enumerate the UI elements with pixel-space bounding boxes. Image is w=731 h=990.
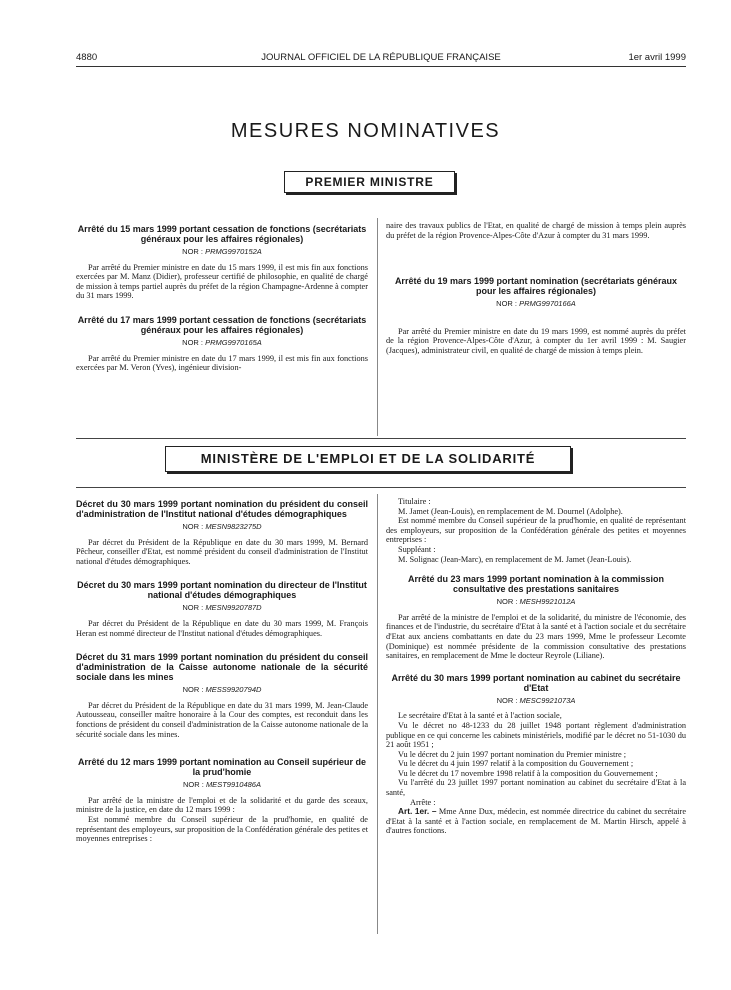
titulaire-label: Titulaire :	[398, 497, 431, 506]
visa-line: Vu le décret du 4 juin 1997 relatif à la composition du Gouvernement ;	[398, 759, 634, 769]
nor-reference: NOR : MEST9910486A	[183, 780, 261, 790]
journal-title: JOURNAL OFFICIEL DE LA RÉPUBLIQUE FRANÇAISE	[261, 52, 501, 63]
article-body: Par décret du Président de la République en date du 30 mars 1999, M. François Heran est nommé directeur de l'Institut national d'études démographiques.	[76, 618, 368, 638]
arrete-label: Arrête :	[410, 797, 436, 807]
article-number: Art. 1er. –	[398, 806, 437, 817]
section-premier-ministre: PREMIER MINISTRE	[284, 171, 455, 193]
pm-right-column	[386, 221, 686, 356]
article-body: Par arrêté du Premier ministre en date du 15 mars 1999, il est mis fin aux fonctions exercées par M. Manz (Didier), professeur certifié de philosophie, en qualité de chargé de mission à temps partiel auprès du préfet de la région Champagne-Ardenne à compter du 31 mars 1999.	[76, 262, 368, 301]
page-number: 4880	[76, 52, 98, 63]
article-title: Arrêté du 17 mars 1999 portant cessation de fonctions (secrétariats généraux pour les affaires régionales)	[77, 314, 367, 335]
section-ministere-emploi: MINISTÈRE DE L'EMPLOI ET DE LA SOLIDARITÉ	[165, 446, 571, 472]
article-body: Par arrêté de la ministre de l'emploi et de la solidarité, du ministre de l'économie, des finances et de l'industrie, du secrétaire d'Etat à la santé et à l'action sociale et du secrétaire d'Etat aux anciens combattants en date du 23 mars 1999, Mme le professeur Lecomte (Dominique) est nommée présidente de la commission consultative des prestations sanitaires, en remplacement de Mme le docteur Reyrole (Liliane).	[386, 612, 686, 661]
article-body: Est nommé membre du Conseil supérieur de la prud'homie, en qualité de représentant des employeurs, sur proposition de la Confédération générale des petites et moyennes entreprises :	[76, 814, 368, 844]
nor-reference: NOR : PRMG9970166A	[496, 299, 576, 309]
article-body: Par arrêté du Premier ministre en date du 17 mars 1999, il est mis fin aux fonctions exercées par M. Veron (Yves), ingénieur division-	[76, 353, 368, 373]
header-rule	[76, 66, 686, 67]
page-title: MESURES NOMINATIVES	[230, 120, 501, 142]
nor-reference: NOR : MESN9823275D	[182, 522, 262, 531]
article-body: Mme Anne Dux, médecin, est nommée directrice du cabinet du secrétaire d'Etat à la santé et à l'action sociale, en remplacement de M. Martin Hirsch, appelé à d'autres fonctions.	[386, 807, 687, 836]
article-body: Par arrêté du Premier ministre en date du 19 mars 1999, est nommé auprès du préfet de la région Provence-Alpes-Côte d'Azur, à compter du 1er avril 1999 : M. Saugier (Jacques), administrateur civil, en qualité de chargé de mission à temps plein.	[386, 326, 686, 355]
article-title: Décret du 30 mars 1999 portant nomination du président du conseil d'administration de l'Institut national d'études démographiques	[76, 499, 368, 519]
article-title: Arrêté du 30 mars 1999 portant nomination au cabinet du secrétaire d'Etat	[391, 672, 681, 693]
visa-line: Vu l'arrêté du 23 juillet 1997 portant nomination au cabinet du secrétaire d'Etat à la santé,	[386, 778, 686, 798]
visa-line: Vu le décret du 17 novembre 1998 relatif à la composition du Gouvernement ;	[398, 768, 658, 778]
section-rule	[76, 487, 686, 488]
article-title: Arrêté du 23 mars 1999 portant nomination à la commission consultative des prestations sanitaires	[407, 574, 665, 595]
visa-line: Le secrétaire d'Etat à la santé et à l'action sociale,	[398, 711, 562, 721]
article-1	[386, 807, 686, 836]
article-body: M. Solignac (Jean-Marc), en remplacement de M. Jamet (Jean-Louis).	[398, 554, 632, 564]
emploi-left-column	[76, 499, 368, 844]
emploi-right-column	[386, 497, 686, 836]
article-body: M. Jamet (Jean-Louis), en remplacement de M. Dournel (Adolphe).	[398, 506, 623, 516]
article-title: Arrêté du 19 mars 1999 portant nomination (secrétariats généraux pour les affaires régionales)	[394, 276, 678, 297]
nor-reference: NOR : MESH9921012A	[496, 597, 576, 607]
page-header	[76, 52, 686, 66]
nor-reference: NOR : MESC9921073A	[496, 695, 576, 705]
article-body-continued: naire des travaux publics de l'Etat, en qualité de chargé de mission à temps plein auprès du préfet de la région Provence-Alpes-Côte d'Azur à compter du 31 mars 1999.	[386, 221, 686, 240]
nor-reference: NOR : MESS9920794D	[182, 685, 262, 695]
issue-date: 1er avril 1999	[628, 52, 686, 63]
article-body: Par décret du Président de la République en date du 30 mars 1999, M. Bernard Pêcheur, conseiller d'Etat, est nommé président du conseil d'administration de l'Institut national d'études démographiques.	[76, 537, 368, 566]
article-body: Par arrêté de la ministre de l'emploi et de la solidarité et du garde des sceaux, ministre de la justice, en date du 12 mars 1999 :	[76, 795, 368, 815]
suppleant-label: Suppléant :	[398, 544, 436, 554]
article-title: Décret du 31 mars 1999 portant nomination du président du conseil d'administration de la Caisse autonome nationale de la sécurité sociale dans les mines	[76, 652, 368, 683]
section-rule	[76, 438, 686, 439]
visa-line: Vu le décret no 48-1233 du 28 juillet 1948 portant règlement d'administration publique en ce qui concerne les cabinets ministériels, modifié par le décret no 51-1030 du 21 août 1951 ;	[386, 720, 686, 750]
article-title: Arrêté du 15 mars 1999 portant cessation de fonctions (secrétariats généraux pour les affaires régionales)	[77, 224, 367, 244]
article-title: Décret du 30 mars 1999 portant nomination du directeur de l'Institut national d'études démographiques	[77, 580, 367, 601]
column-divider	[377, 494, 378, 934]
article-body: Par décret du Président de la République en date du 31 mars 1999, M. Jean-Claude Autousseau, conseiller maître honoraire à la Cour des comptes, est reconduit dans les fonctions de président du conseil d'administration de la Caisse autonome nationale de la sécurité sociale dans les mines.	[76, 700, 368, 739]
visa-line: Vu le décret du 2 juin 1997 portant nomination du Premier ministre ;	[398, 749, 627, 759]
nor-reference: NOR : MESN9920787D	[182, 603, 262, 613]
pm-left-column	[76, 224, 368, 373]
article-body: Est nommé membre du Conseil supérieur de la prud'homie, en qualité de représentant des employeurs, sur proposition de la Confédération générale des petites et moyennes entreprises :	[386, 516, 686, 545]
nor-reference: NOR : PRMG9970165A	[182, 337, 262, 347]
nor-reference: NOR : PRMG9970152A	[182, 247, 262, 256]
article-title: Arrêté du 12 mars 1999 portant nomination au Conseil supérieur de la prud'homie	[77, 757, 367, 778]
column-divider	[377, 218, 378, 436]
